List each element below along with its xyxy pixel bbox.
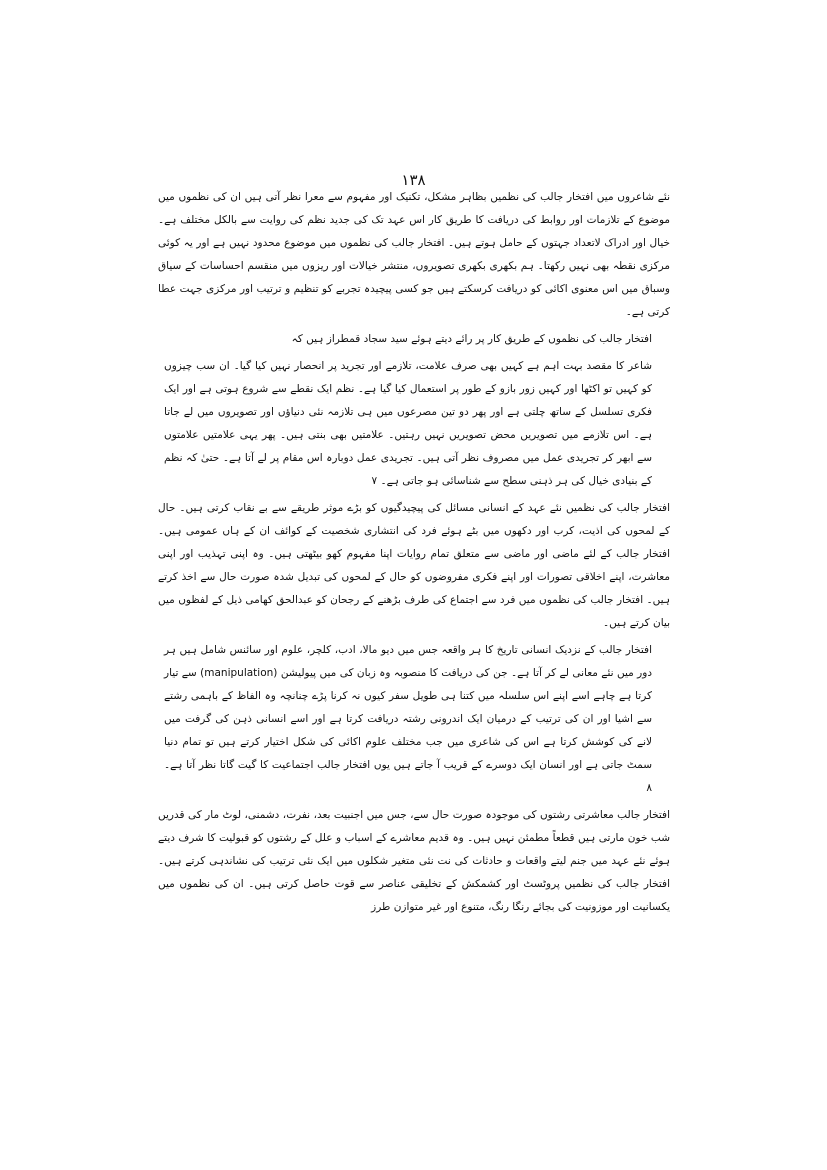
block-quote-abdulhaq: افتخار جالب کے نزدیک انسانی تاریخ کا ہر واقعہ جس میں دیو مالا، ادب، کلچر، علوم اور سائنس شامل ہیں ہر دور میں نئے معانی لے کر آتا ہے۔ جن کی دریافت کا منصوبہ وہ زبان کی میں پیولیشن (manipulation) سے تیار کرتا ہے چاہے اسے اپنے اس سلسلہ میں کتنا ہی طویل سفر کیوں نہ کرنا پڑے چنانچہ وہ الفاظ کے باہمی رشتے سے اشیا اور ان کی ترتیب کے درمیان ایک اندرونی رشتہ دریافت کرتا ہے اور اسے انسانی ذہن کی گرفت میں لانے کی کوشش کرتا ہے اس کی شاعری میں جب مختلف علوم اکائی کی شکل اختیار کرتے ہیں تو تمام دنیا سمٹ جاتی ہے اور انسان ایک دوسرے کے قریب آ جاتے ہیں یوں افتخار جالب اجتماعیت کا گیت گاتا نظر آتا ہے۔ ۸: [164, 644, 652, 794]
paragraph-modern-issues: افتخار جالب کی نظمیں نئے عہد کے انسانی مسائل کی پیچیدگیوں کو بڑے موثر طریقے سے بے نقاب کرتی ہیں۔ حال کے لمحوں کی اذیت، کرب اور دکھوں میں بٹے ہوئے فرد کی انتشاری شخصیت کے کوائف ان کے ہاں عمومی ہیں۔ افتخار جالب کے لئے ماضی اور ماضی سے متعلق تمام روایات اپنا مفہوم کھو بیٹھتی ہیں۔ وہ اپنی تہذیب اور اپنی معاشرت، اپنے اخلاقی تصورات اور اپنے فکری مفروضوں کو حال کے لمحوں کی تبدیل شدہ صورت حال سے اخذ کرتے ہیں۔ افتخار جالب کی نظموں میں فرد سے اجتماع کی طرف بڑھنے کے رجحان کو عبدالحق کھامی ذیل کے لفظوں میں بیان کرتے ہیں۔: [158, 502, 670, 629]
paragraph-intro: نئے شاعروں میں افتخار جالب کی نظمیں بظاہر مشکل، تکنیک اور مفہوم سے معرا نظر آتی ہیں ان کی نظموں میں موضوع کے تلازمات اور روابط کی دریافت کا طریق کار اس عہد تک کی جدید نظم کی روایت سے بالکل مختلف ہے۔ خیال اور ادراک لاتعداد جہتوں کے حامل ہوتے ہیں۔ افتخار جالب کی نظموں میں موضوع محدود نہیں ہے اور یہ کوئی مرکزی نقطہ بھی نہیں رکھتا۔ ہم بکھری بکھری تصویروں، منتشر خیالات اور ریزوں میں منقسم احساسات کے سیاق وسباق میں اس معنوی اکائی کو دریافت کرسکتے ہیں جو کسی پیچیدہ تجربے کو تنظیم و ترتیب اور مرکزی جہت عطا کرتی ہے۔: [158, 191, 670, 318]
page-content: [158, 186, 670, 919]
paragraph-social-relations: افتخار جالب معاشرتی رشتوں کی موجودہ صورت حال سے، جس میں اجنبیت بعد، نفرت، دشمنی، لوٹ مار کی قدریں شب خون مارتی ہیں قطعاً مطمئن نہیں ہیں۔ وہ قدیم معاشرے کے اسباب و علل کے رشتوں کو قبولیت کا شرف دیتے ہوئے نئے عہد میں جنم لیتے واقعات و حادثات کی نت نئی متغیر شکلوں میں ایک نئی ترتیب کی نشاندہی کرتے ہیں۔ افتخار جالب کی نظمیں پروٹسٹ اور کشمکش کے تخلیقی عناصر سے قوت حاصل کرتی ہیں۔ ان کی نظموں میں یکسانیت اور موزونیت کی بجائے رنگا رنگ، متنوع اور غیر متوازن طرز: [158, 809, 670, 913]
block-quote-sajjad: شاعر کا مقصد بہت اہم ہے کہیں بھی صرف علامت، تلازمے اور تجرید پر انحصار نہیں کیا گیا۔ ان سب چیزوں کو کہیں تو اکٹھا اور کہیں زور بازو کے طور پر استعمال کیا گیا ہے۔ نظم ایک نقطے سے شروع ہوتی ہے اور ایک فکری تسلسل کے ساتھ چلتی ہے اور پھر دو تین مصرعوں میں ہی تلازمہ نئی دنیاؤں اور تصویروں میں لے جاتا ہے۔ اس تلازمے میں تصویریں محض تصویریں نہیں رہتیں۔ علامتیں بھی بنتی ہیں۔ پھر یہی علامتیں علامتوں سے ابھر کر تجریدی عمل میں مصروف نظر آتی ہیں۔ تجریدی عمل دوبارہ اس مقام پر لے آتا ہے۔ حتیٰ کہ نظم کے بنیادی خیال کی ہر ذہنی سطح سے شناسائی ہو جاتی ہے۔ ۷: [164, 360, 652, 487]
quote-lead-in: افتخار جالب کی نظموں کے طریق کار پر رائے دیتے ہوئے سید سجاد قمطراز ہیں کہ: [291, 333, 652, 345]
page-number: ۱۳۸: [401, 171, 426, 189]
